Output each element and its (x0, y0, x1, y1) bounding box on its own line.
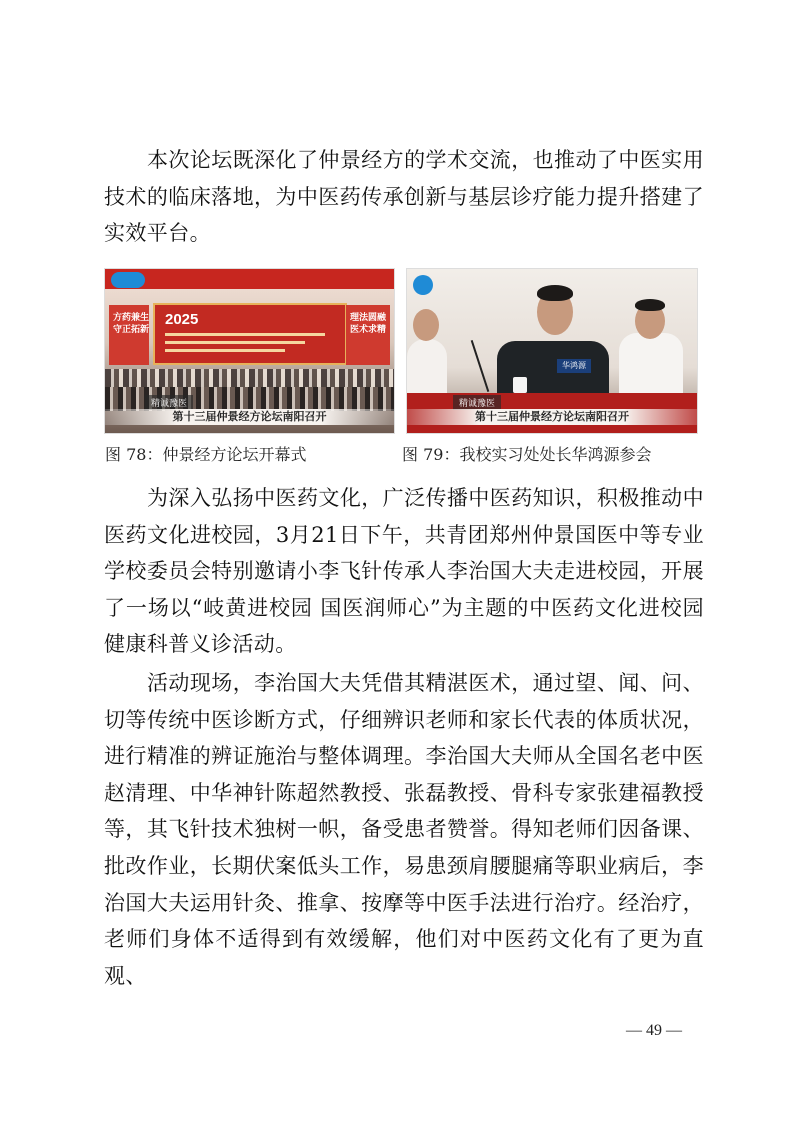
paragraph-2: 为深入弘扬中医药文化，广泛传播中医药知识，积极推动中医药文化进校园，3月21日下午，共青团郑州仲景国医中等专业学校委员会特别邀请小李飞针传承人李治国大夫走进校园，开展了一场以“岐黄进校园 国医润师心”为主题的中医药文化进校园健康科普义诊活动。 (104, 486, 704, 657)
side-banner-left (109, 305, 149, 365)
person-left-head (413, 309, 439, 341)
photo-overlay-caption: 第十三届仲景经方论坛南阳召开 (105, 409, 394, 425)
person-center-hair (537, 285, 573, 301)
stage-year-text: 2025 (165, 311, 199, 328)
stage-line (165, 333, 325, 336)
paragraph-1: 本次论坛既深化了仲景经方的学术交流，也推动了中医实用技术的临床落地，为中医药传承创新与基层诊疗能力提升搭建了实效平台。 (104, 148, 704, 246)
tv-logo-icon (111, 272, 145, 288)
tv-logo-icon (413, 275, 433, 295)
figure-78-caption: 图 78：仲景经方论坛开幕式 (105, 445, 307, 464)
stage-backdrop (153, 303, 347, 365)
page-number: — 49 — (626, 1022, 682, 1039)
photo-overlay-caption: 第十三届仲景经方论坛南阳召开 (407, 409, 697, 425)
photo-top-banner (105, 269, 394, 289)
person-right-hair (635, 299, 665, 311)
person-right-body (619, 333, 683, 399)
photo-channel-tag: 精诚豫医 (145, 395, 193, 410)
side-banner-right (346, 305, 390, 365)
photo-forum-opening (104, 268, 395, 434)
stage-line (165, 341, 305, 344)
photo-attendee (406, 268, 698, 434)
nameplate: 华鸿源 (557, 359, 591, 373)
paragraph-3: 活动现场，李治国大夫凭借其精湛医术，通过望、闻、问、切等传统中医诊断方式，仔细辨识老师和家长代表的体质状况，进行精准的辨证施治与整体调理。李治国大夫师从全国名老中医赵清理、中华神针陈超然教授、张磊教授、骨科专家张建福教授等，其飞针技术独树一帜，备受患者赞誉。得知老师们因备课、批改作业，长期伏案低头工作，易患颈肩腰腿痛等职业病后，李治国大夫运用针灸、推拿、按摩等中医手法进行治疗。经治疗，老师们身体不适得到有效缓解，他们对中医药文化有了更为直观、 (104, 671, 704, 988)
tea-cup (513, 377, 527, 393)
side-banner-right-text: 理法圆融 医术求精 (350, 312, 387, 334)
person-left-body (407, 339, 447, 399)
microphone (471, 340, 490, 392)
side-banner-left-text: 方药兼生 守正拓新 (113, 312, 150, 334)
stage-line (165, 349, 285, 352)
figure-79-caption: 图 79：我校实习处处长华鸿源参会 (402, 445, 652, 464)
photo-channel-tag: 精诚豫医 (453, 395, 501, 410)
